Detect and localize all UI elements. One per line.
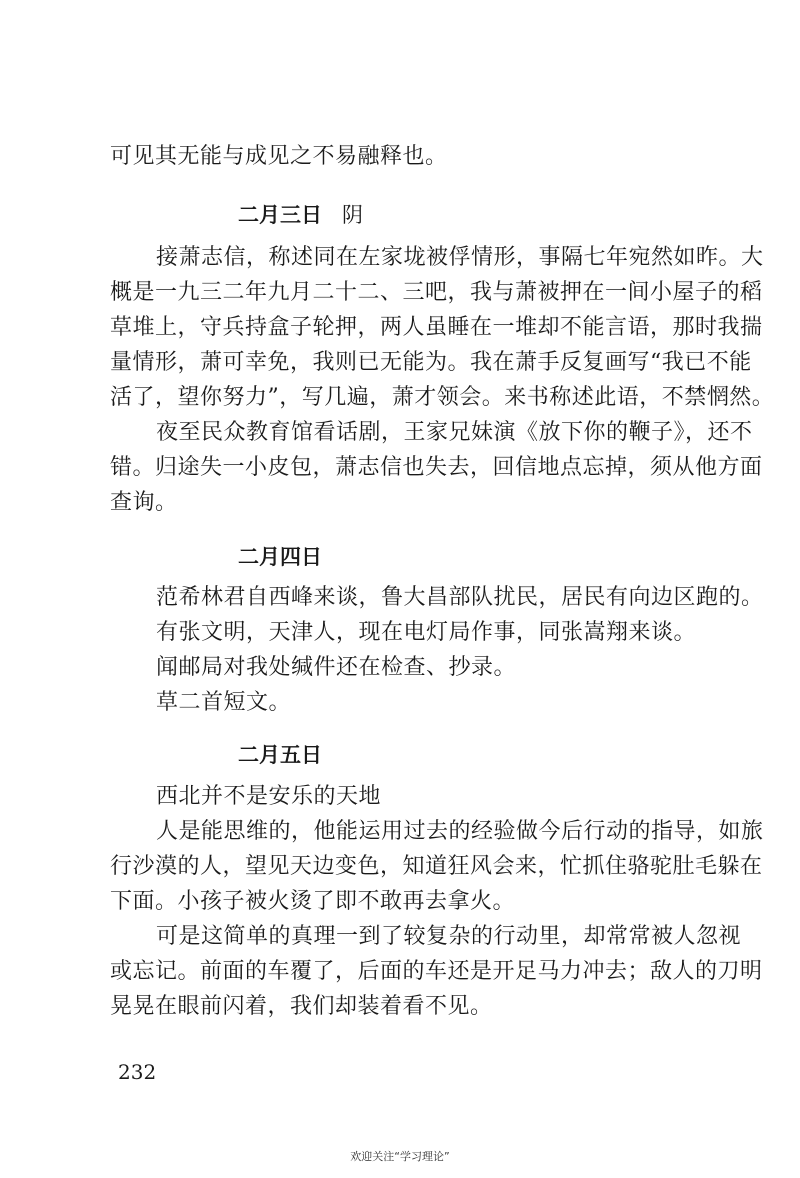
entry-date: 二月四日	[238, 545, 322, 569]
essay-title: 西北并不是安乐的天地	[156, 784, 382, 809]
paragraph-line: 范希林君自西峰来谈，鲁大昌部队扰民，居民有向边区跑的。	[156, 585, 764, 610]
paragraph-line: 活了，望你努力”，写几遍，萧才领会。来书称述此语，不禁惘然。	[110, 385, 775, 410]
entry-date-heading	[238, 200, 363, 230]
paragraph-line: 行沙漠的人，望见天边变色，知道狂风会来，忙抓住骆驼肚毛躲在	[110, 854, 763, 879]
footer-text: 欢迎关注“学习理论”	[350, 1150, 450, 1163]
entry-date-heading	[238, 542, 322, 572]
paragraph-line: 草堆上，守兵持盒子轮押，两人虽睡在一堆却不能言语，那时我揣	[110, 315, 763, 340]
paragraph-line: 人是能思维的，他能运用过去的经验做今后行动的指导，如旅	[156, 819, 764, 844]
paragraph-line: 夜至民众教育馆看话剧，王家兄妹演《放下你的鞭子》，还不	[156, 420, 753, 445]
entry-date: 二月五日	[238, 743, 322, 767]
paragraph-line: 查询。	[110, 490, 178, 515]
paragraph-line: 闻邮局对我处缄件还在检查、抄录。	[156, 655, 517, 680]
entry-weather: 阴	[342, 203, 363, 227]
paragraph-line: 概是一九三二年九月二十二、三吧，我与萧被押在一间小屋子的稻	[110, 280, 763, 305]
paragraph-line: 有张文明，天津人，现在电灯局作事，同张嵩翔来谈。	[156, 620, 697, 645]
paragraph-line: 或忘记。前面的车覆了，后面的车还是开足马力冲去；敌人的刀明	[110, 959, 763, 984]
entry-date-heading	[238, 740, 322, 770]
paragraph-line: 量情形，萧可幸免，我则已无能为。我在萧手反复画写“我已不能	[110, 350, 752, 375]
paragraph-line: 可是这简单的真理一到了较复杂的行动里，却常常被人忽视	[156, 924, 742, 949]
paragraph-line: 晃晃在眼前闪着，我们却装着看不见。	[110, 994, 493, 1019]
paragraph-line: 接萧志信，称述同在左家垅被俘情形，事隔七年宛然如昨。大	[156, 245, 764, 270]
paragraph-line: 下面。小孩子被火烫了即不敢再去拿火。	[110, 889, 516, 914]
page-number: 232	[118, 1060, 157, 1084]
entry-date: 二月三日	[238, 203, 322, 227]
paragraph-line: 错。归途失一小皮包，萧志信也失去，回信地点忘掉，须从他方面	[110, 455, 763, 480]
opening-line: 可见其无能与成见之不易融释也。	[110, 144, 448, 169]
paragraph-line: 草二首短文。	[156, 690, 292, 715]
